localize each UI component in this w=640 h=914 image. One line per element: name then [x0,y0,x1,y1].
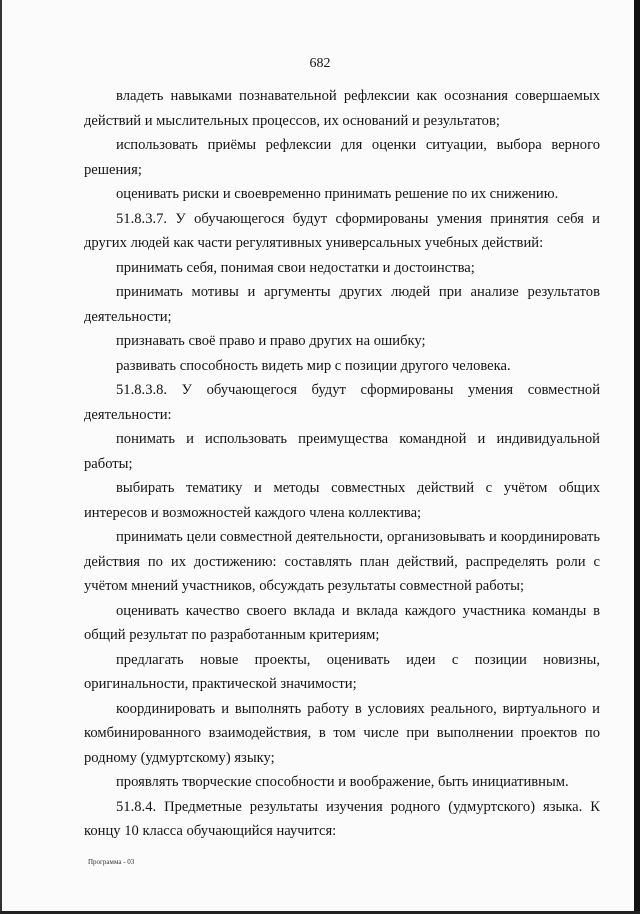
document-body [84,84,600,844]
paragraph: развивать способность видеть мир с позиции другого человека. [116,357,511,374]
paragraph: проявлять творческие способности и воображение, быть инициативным. [116,774,569,790]
paragraph: предлагать новые проекты, оценивать идеи с позиции новизны, оригинальности, практической значимости; [84,651,600,692]
scan-edge-right [634,0,640,914]
paragraph: принимать цели совместной деятельности, организовывать и координировать действия по их достижению: составлять план действий, распределять роли с учётом мнений участников, обсуждать результаты совместной работы; [84,529,600,594]
paragraph: признавать своё право и право других на ошибку; [116,333,426,349]
paragraph: оценивать риски и своевременно принимать решение по их снижению. [116,186,559,202]
paragraph: 51.8.3.8. У обучающегося будут сформированы умения совместной деятельности: [84,382,600,423]
paragraph: координировать и выполнять работу в условиях реального, виртуального и комбинированного взаимодействия, в том числе при выполнении проектов по родному (удмуртскому) языку; [84,700,600,766]
paragraph: выбирать тематику и методы совместных действий с учётом общих интересов и возможностей каждого члена коллектива; [84,480,600,521]
paragraph: оценивать качество своего вклада и вклада каждого участника команды в общий результат по разработанным критериям; [84,602,600,643]
paragraph: использовать приёмы рефлексии для оценки ситуации, выбора верного решения; [84,137,600,178]
paragraph: принимать себя, понимая свои недостатки и достоинства; [116,259,475,276]
paragraph: принимать мотивы и аргументы других людей при анализе результатов деятельности; [84,284,600,325]
paragraph: 51.8.4. Предметные результаты изучения родного (удмуртского) языка. К концу 10 класса обучающийся научится: [84,798,600,839]
paragraph: понимать и использовать преимущества командной и индивидуальной работы; [84,431,600,472]
paragraph: владеть навыками познавательной рефлексии как осознания совершаемых действий и мыслительных процессов, их оснований и результатов; [84,88,600,129]
scan-edge-left [0,0,2,914]
paragraph: 51.8.3.7. У обучающегося будут сформированы умения принятия себя и других людей как части регулятивных универсальных учебных действий: [84,210,600,251]
footer-note: Программа - 03 [88,858,135,866]
page-number: 682 [309,56,331,71]
